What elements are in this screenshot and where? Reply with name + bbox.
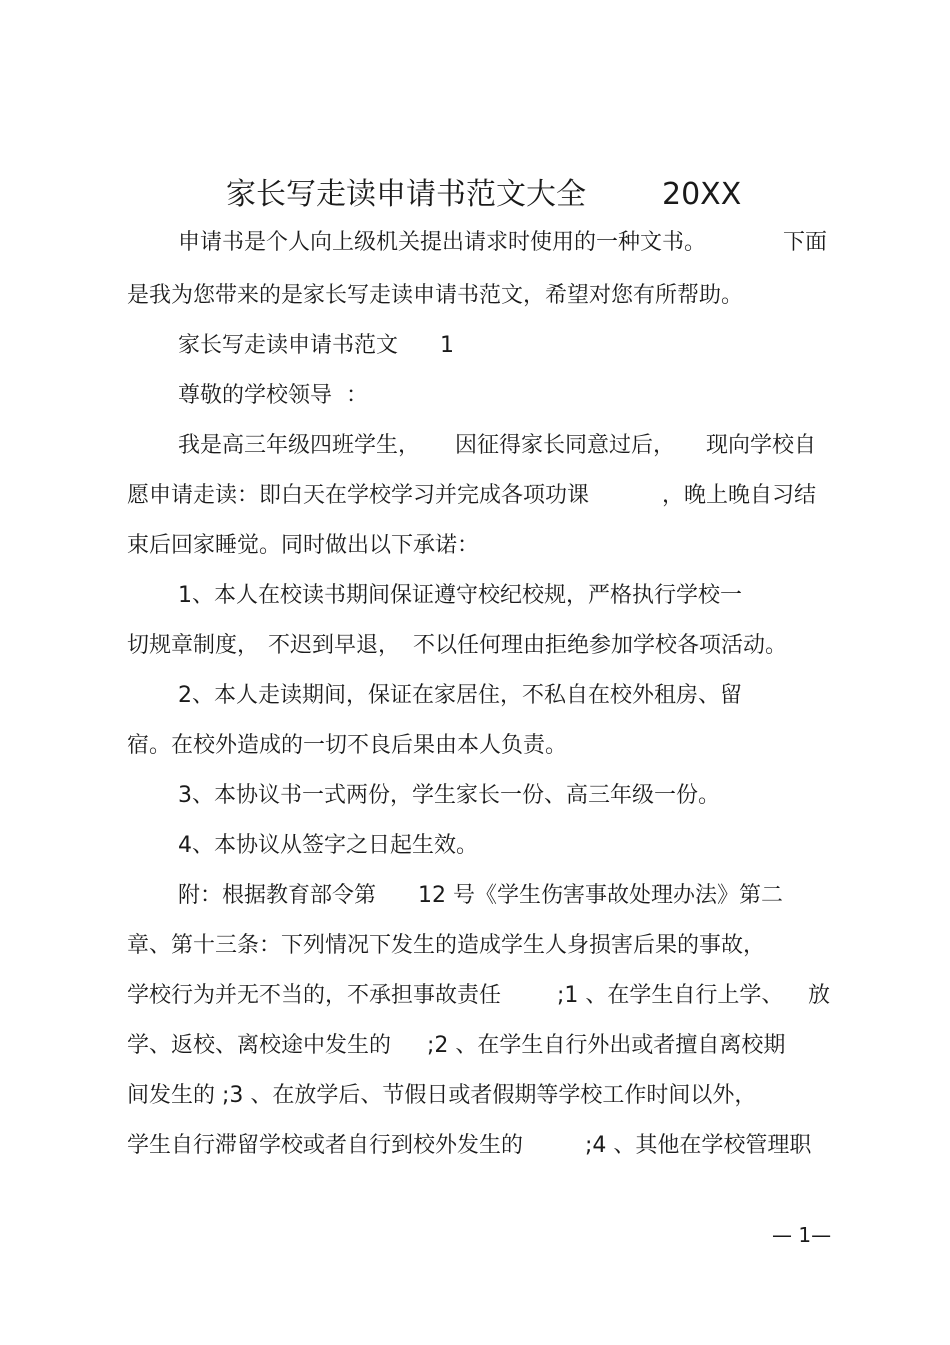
appendix-line: ;1 、在学生自行上学、 [557, 983, 784, 1008]
appendix-line: ;4 、其他在学校管理职 [585, 1133, 812, 1158]
intro-text: 下面 [783, 230, 828, 255]
appendix-line: 间发生的 ;3 、在放学后、节假日或者假期等学校工作时间以外， [127, 1083, 757, 1108]
paragraph-line: 因征得家长同意过后， [455, 433, 676, 458]
appendix-line: 附：根据教育部令第 [178, 883, 377, 908]
intro-text: 是我为您带来的是家长写走读申请书范文，希望对您有所帮助。 [127, 283, 744, 308]
appendix-line: ;2 、在学生自行外出或者擅自离校期 [427, 1033, 786, 1058]
appendix-line: 学生自行滞留学校或者自行到校外发生的 [127, 1133, 524, 1158]
list-item: 不以任何理由拒绝参加学校各项活动。 [413, 633, 788, 658]
appendix-line: 章、第十三条：下列情况下发生的造成学生人身损害后果的事故， [127, 933, 766, 958]
paragraph-line: 我是高三年级四班学生， [178, 433, 421, 458]
list-item: 切规章制度， [127, 633, 260, 658]
appendix-line: 12 号《学生伤害事故处理办法》第二 [418, 883, 783, 908]
appendix-line: 学、返校、离校途中发生的 [127, 1033, 392, 1058]
appendix-line: 放 [808, 983, 831, 1008]
salutation: 尊敬的学校领导 ： [178, 383, 368, 408]
paragraph-line: 束后回家睡觉。同时做出以下承诺： [127, 533, 480, 558]
list-item: 1、本人在校读书期间保证遵守校纪校规，严格执行学校一 [178, 583, 742, 608]
list-item: 2、本人走读期间，保证在家居住，不私自在校外租房、留 [178, 683, 742, 708]
document-title-year: 20XX [662, 177, 742, 212]
document-title: 家长写走读申请书范文大全 [226, 177, 586, 212]
list-item: 宿。在校外造成的一切不良后果由本人负责。 [127, 733, 568, 758]
section-heading-number: 1 [440, 333, 454, 358]
paragraph-line: ，晚上晚自习结 [662, 483, 817, 508]
list-item: 3、本协议书一式两份，学生家长一份、高三年级一份。 [178, 783, 720, 808]
paragraph-line: 现向学校自 [706, 433, 817, 458]
page-number: — 1— [772, 1223, 832, 1247]
list-item: 4、本协议从签字之日起生效。 [178, 833, 478, 858]
list-item: 不迟到早退， [268, 633, 401, 658]
intro-text: 申请书是个人向上级机关提出请求时使用的一种文书。 [178, 230, 707, 255]
section-heading: 家长写走读申请书范文 [178, 333, 399, 358]
appendix-line: 学校行为并无不当的，不承担事故责任 [127, 983, 502, 1008]
paragraph-line: 愿申请走读：即白天在学校学习并完成各项功课 [127, 483, 590, 508]
